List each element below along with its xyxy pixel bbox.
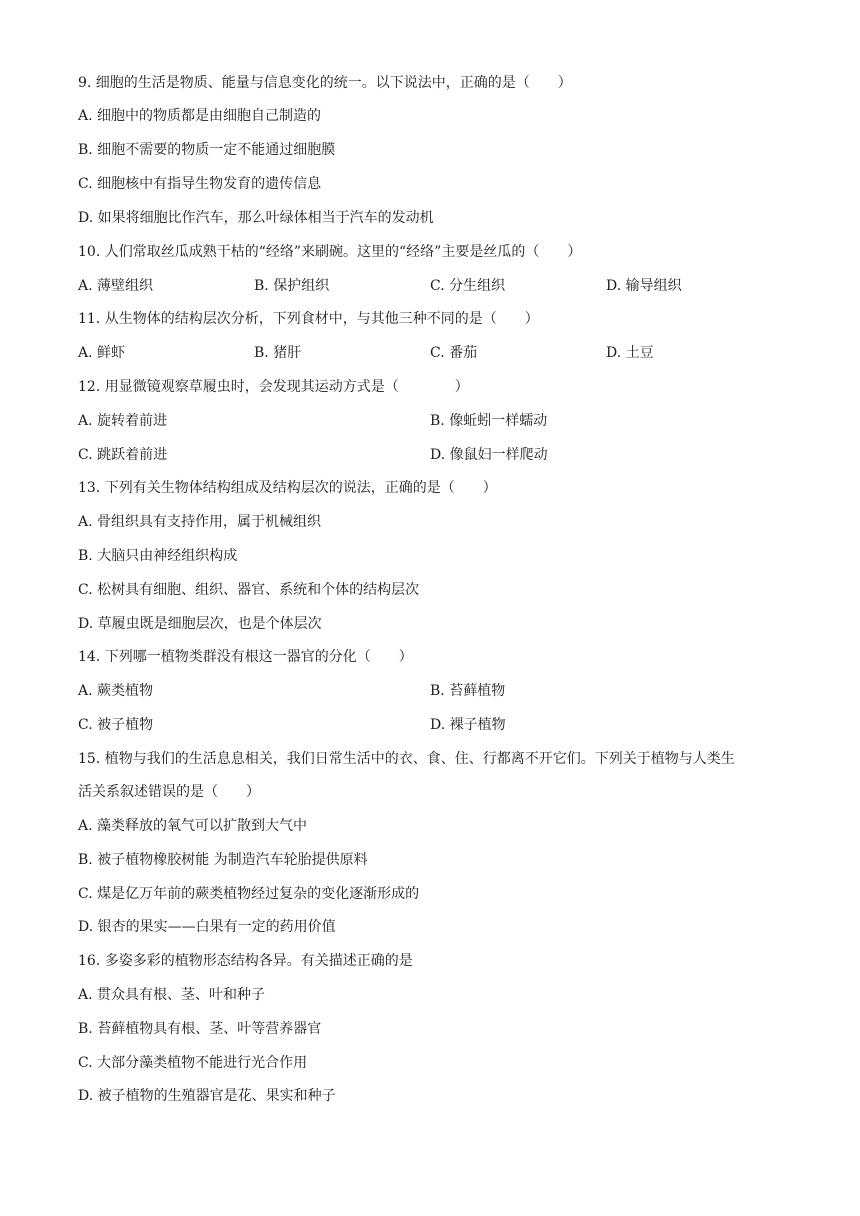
question-15-stem-line-2: 活关系叙述错误的是（ ）: [78, 784, 260, 800]
question-11-option-d: D. 土豆: [606, 345, 654, 361]
question-9-option-a: A. 细胞中的物质都是由细胞自己制造的: [78, 108, 322, 124]
question-14-option-a: A. 蕨类植物: [78, 683, 154, 699]
question-15-option-b: B. 被子植物橡胶树能 为制造汽车轮胎提供原料: [78, 852, 368, 868]
question-15-option-d: D. 银杏的果实——白果有一定的药用价值: [78, 919, 336, 935]
question-9-option-c: C. 细胞核中有指导生物发育的遗传信息: [78, 176, 322, 192]
question-13-option-a: A. 骨组织具有支持作用，属于机械组织: [78, 514, 322, 530]
question-15-option-c: C. 煤是亿万年前的蕨类植物经过复杂的变化逐渐形成的: [78, 886, 420, 902]
question-16-stem: 16. 多姿多彩的植物形态结构各异。有关描述正确的是: [78, 953, 413, 969]
question-11-stem: 11. 从生物体的结构层次分析，下列食材中，与其他三种不同的是（ ）: [78, 311, 539, 327]
question-11-option-b: B. 猪肝: [254, 345, 302, 361]
question-12-stem: 12. 用显微镜观察草履虫时，会发现其运动方式是（ ）: [78, 379, 469, 395]
question-10-option-b: B. 保护组织: [254, 278, 330, 294]
question-10-option-a: A. 薄壁组织: [78, 278, 154, 294]
question-9-option-b: B. 细胞不需要的物质一定不能通过细胞膜: [78, 142, 336, 158]
question-16-option-a: A. 贯众具有根、茎、叶和种子: [78, 987, 266, 1003]
question-12-option-d: D. 像鼠妇一样爬动: [430, 447, 548, 463]
question-11-option-c: C. 番茄: [430, 345, 478, 361]
question-11-option-a: A. 鲜虾: [78, 345, 126, 361]
question-15-option-a: A. 藻类释放的氧气可以扩散到大气中: [78, 818, 308, 834]
question-14-stem: 14. 下列哪一植物类群没有根这一器官的分化（ ）: [78, 649, 413, 665]
question-12-option-a: A. 旋转着前进: [78, 413, 168, 429]
question-9-option-d: D. 如果将细胞比作汽车，那么叶绿体相当于汽车的发动机: [78, 210, 434, 226]
question-15-stem-line-1: 15. 植物与我们的生活息息相关，我们日常生活中的衣、食、住、行都离不开它们。下列关于植物与人类生: [78, 751, 735, 767]
question-14-option-d: D. 裸子植物: [430, 717, 506, 733]
question-16-option-c: C. 大部分藻类植物不能进行光合作用: [78, 1055, 308, 1071]
question-9-stem: 9. 细胞的生活是物质、能量与信息变化的统一。以下说法中，正确的是（ ）: [78, 75, 572, 91]
question-13-option-c: C. 松树具有细胞、组织、器官、系统和个体的结构层次: [78, 582, 420, 598]
question-14-option-c: C. 被子植物: [78, 717, 154, 733]
question-10-stem: 10. 人们常取丝瓜成熟干枯的“经络”来刷碗。这里的“经络”主要是丝瓜的（ ）: [78, 244, 582, 260]
question-13-stem: 13. 下列有关生物体结构组成及结构层次的说法，正确的是（ ）: [78, 480, 497, 496]
question-12-option-c: C. 跳跃着前进: [78, 447, 168, 463]
question-14-option-b: B. 苔藓植物: [430, 683, 506, 699]
question-13-option-b: B. 大脑只由神经组织构成: [78, 548, 238, 564]
question-13-option-d: D. 草履虫既是细胞层次，也是个体层次: [78, 616, 322, 632]
question-12-option-b: B. 像蚯蚓一样蠕动: [430, 413, 548, 429]
question-16-option-d: D. 被子植物的生殖器官是花、果实和种子: [78, 1088, 336, 1104]
question-10-option-d: D. 输导组织: [606, 278, 682, 294]
question-10-option-c: C. 分生组织: [430, 278, 506, 294]
question-16-option-b: B. 苔藓植物具有根、茎、叶等营养器官: [78, 1021, 322, 1037]
